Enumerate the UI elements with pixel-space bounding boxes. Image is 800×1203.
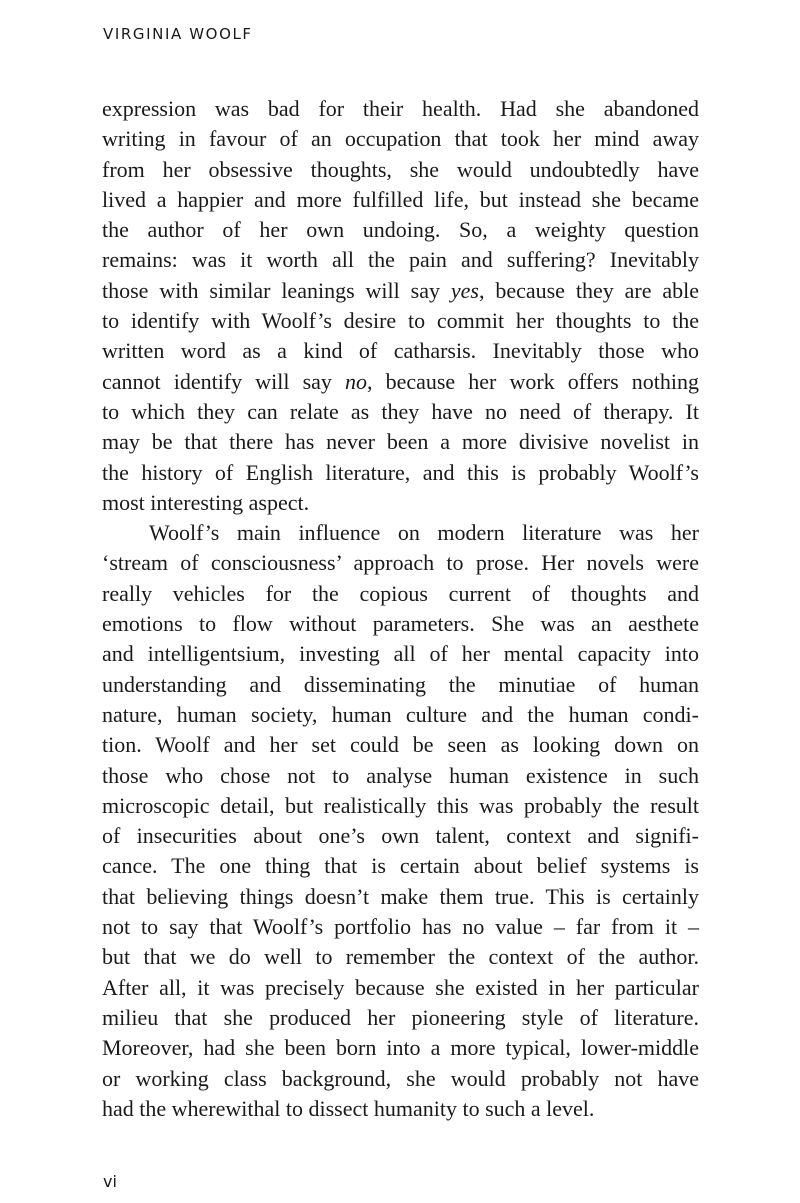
text-line: the history of English literature, and this is probably Woolf’s: [102, 459, 699, 485]
text-line: not to say that Woolf’s portfolio has no value – far from it –: [102, 914, 699, 940]
paragraph: [102, 94, 699, 518]
text-line: After all, it was precisely because she existed in her particular: [102, 974, 699, 1000]
text-line: tion. Woolf and her set could be seen as looking down on: [102, 732, 699, 758]
text-line: the author of her own undoing. So, a weighty question: [102, 217, 699, 243]
emphasis-no: no: [344, 368, 367, 394]
text-line: microscopic detail, but realistically this was probably the result: [102, 792, 699, 818]
text-run: , because they are able: [478, 277, 699, 303]
paragraph: [102, 518, 699, 1124]
text-run: those with similar leanings will say: [102, 277, 451, 303]
text-line: [102, 276, 699, 306]
text-line: may be that there has never been a more divisive novelist in: [102, 429, 699, 455]
text-line: cance. The one thing that is certain about belief systems is: [102, 853, 699, 879]
text-line: to identify with Woolf’s desire to commit her thoughts to the: [102, 308, 699, 334]
text-line: really vehicles for the copious current of thoughts and: [102, 580, 699, 606]
text-line: those who chose not to analyse human existence in such: [102, 762, 699, 788]
text-line: understanding and disseminating the minutiae of human: [102, 671, 699, 697]
text-line: Moreover, had she been born into a more typical, lower-middle: [102, 1035, 699, 1061]
text-line: expression was bad for their health. Had she abandoned: [102, 96, 699, 121]
body-text: [102, 94, 699, 1124]
text-line: nature, human society, human culture and the human condi-: [102, 701, 699, 727]
text-line: of insecurities about one’s own talent, context and signifi-: [102, 823, 699, 849]
text-line: [102, 367, 699, 397]
text-line: had the wherewithal to dissect humanity to such a level.: [102, 1095, 595, 1121]
text-line: milieu that she produced her pioneering style of literature.: [102, 1004, 699, 1030]
text-line: Woolf’s main influence on modern literature was her: [149, 520, 699, 546]
text-line: lived a happier and more fulfilled life, but instead she became: [102, 186, 699, 212]
text-line: to which they can relate as they have no need of therapy. It: [102, 398, 699, 424]
text-run: , because her work offers nothing: [366, 368, 699, 394]
text-line: and intelligentsium, investing all of her mental capacity into: [102, 641, 699, 667]
text-line: remains: was it worth all the pain and suffering? Inevitably: [102, 247, 699, 273]
emphasis-yes: yes: [450, 277, 479, 303]
text-line: ‘stream of consciousness’ approach to prose. Her novels were: [102, 550, 699, 576]
text-line: most interesting aspect.: [102, 489, 310, 515]
running-head: VIRGINIA WOOLF: [103, 25, 253, 43]
text-line: emotions to flow without parameters. She was an aesthete: [102, 611, 699, 637]
text-line: writing in favour of an occupation that took her mind away: [102, 126, 699, 152]
text-line: from her obsessive thoughts, she would undoubtedly have: [102, 156, 699, 182]
text-line: written word as a kind of catharsis. Inevitably those who: [102, 338, 699, 364]
text-line: or working class background, she would probably not have: [102, 1065, 699, 1091]
text-line: but that we do well to remember the context of the author.: [102, 944, 699, 970]
page-number: vi: [103, 1172, 117, 1191]
text-line: that believing things doesn’t make them true. This is certainly: [102, 883, 699, 909]
text-run: cannot identify will say: [102, 368, 345, 394]
